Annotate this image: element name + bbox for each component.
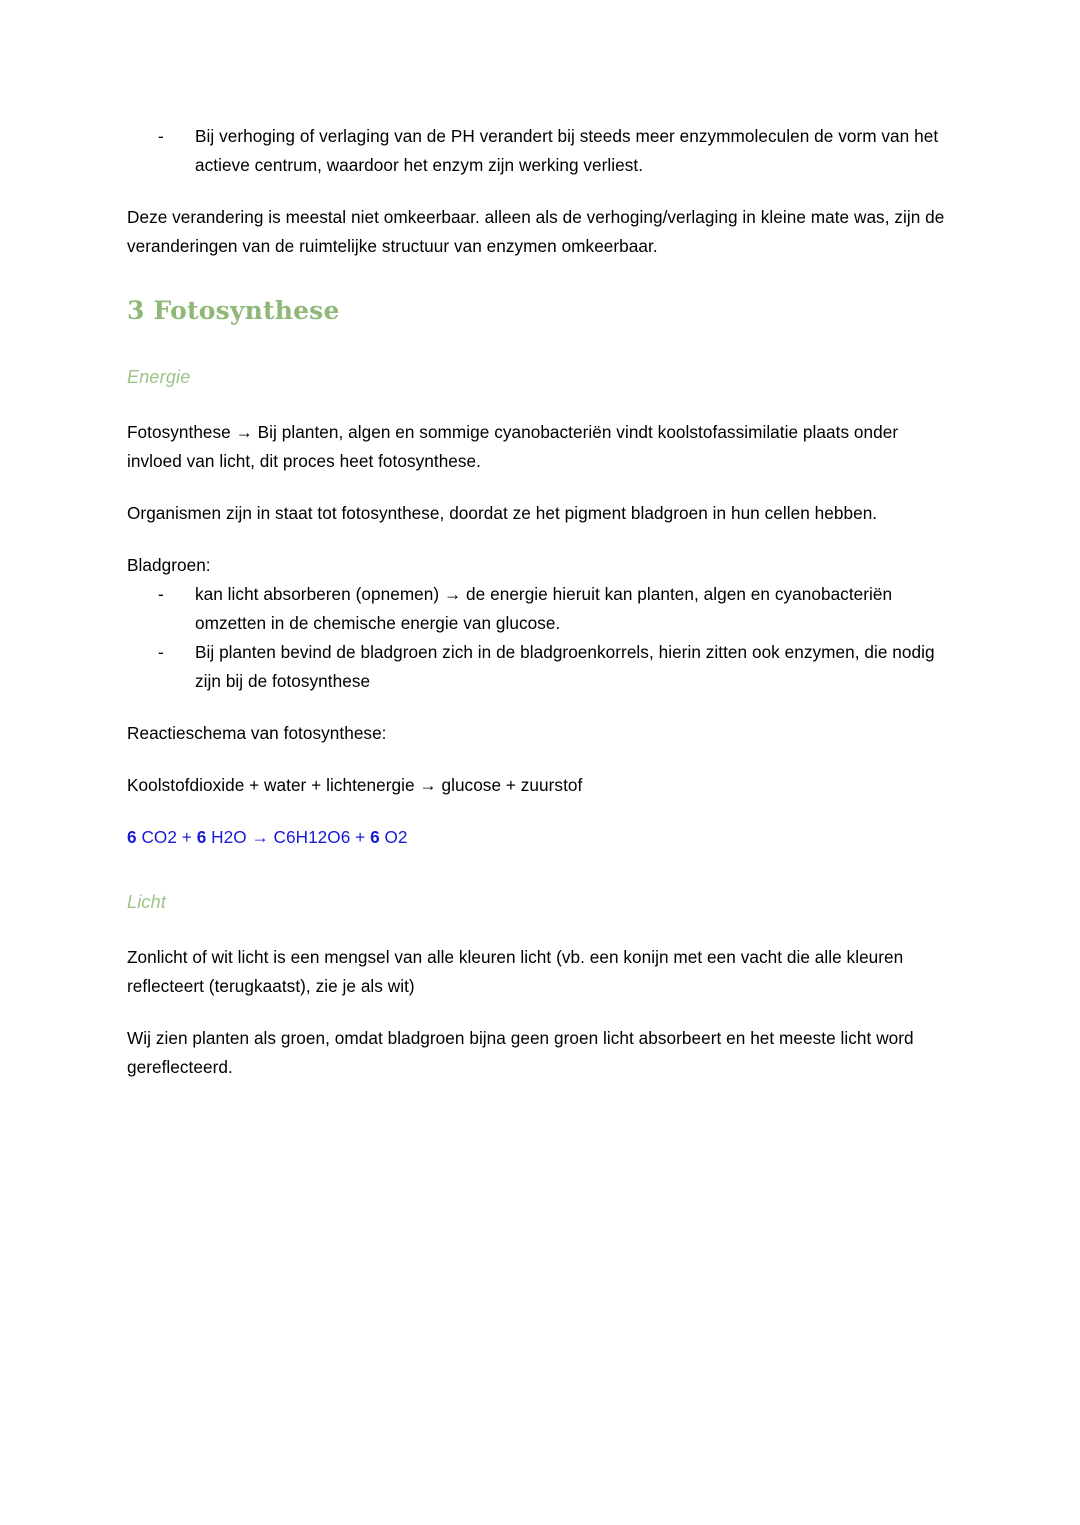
bladgroen-label: Bladgroen: xyxy=(127,555,211,575)
list-item-text: kan licht absorberen (opnemen) → de energie hieruit kan planten, algen en cyanobacteriën omzetten in de chemische energie van glucose. xyxy=(195,584,893,633)
formula-arrow-icon: → xyxy=(251,827,269,847)
formula-term-h2o: H2O xyxy=(211,827,247,847)
sub-heading-wrapper-energie xyxy=(127,364,957,390)
section-heading-fotosynthese: 3 Fotosynthese xyxy=(127,296,340,325)
reaction-words: Koolstofdioxide + water + lichtenergie → glucose + zuurstof xyxy=(127,775,583,795)
formula-plus-2: + xyxy=(355,827,366,847)
bladgroen-bullet-list xyxy=(127,580,957,696)
energie-paragraph-1: Fotosynthese → Bij planten, algen en sommige cyanobacteriën vindt koolstofassimilatie plaats onder invloed van licht, dit proces heet fotosynthese. xyxy=(127,422,899,471)
chemical-formula-line xyxy=(127,823,957,852)
intro-paragraph: Deze verandering is meestal niet omkeerbaar. alleen als de verhoging/verlaging in kleine mate was, zijn de veranderingen van de ruimtelijke structuur van enzymen omkeerbaar. xyxy=(127,207,945,256)
sub-heading-energie: Energie xyxy=(127,367,191,387)
formula-plus-1: + xyxy=(181,827,192,847)
formula-coefficient-o2: 6 xyxy=(370,827,380,847)
licht-paragraph-1: Zonlicht of wit licht is een mengsel van alle kleuren licht (vb. een konijn met een vacht die alle kleuren reflecteert (terugkaatst), zie je als wit) xyxy=(127,947,904,996)
formula-coefficient-co2: 6 xyxy=(127,827,137,847)
intro-bullet-list xyxy=(127,122,957,180)
list-item xyxy=(127,580,957,638)
list-item xyxy=(127,638,957,696)
licht-paragraph-2: Wij zien planten als groen, omdat bladgroen bijna geen groen licht absorbeert en het meeste licht word gereflecteerd. xyxy=(127,1028,914,1077)
document-content-column xyxy=(127,122,957,1082)
energie-paragraph-2: Organismen zijn in staat tot fotosynthese, doordat ze het pigment bladgroen in hun cellen hebben. xyxy=(127,503,878,523)
formula-coefficient-h2o: 6 xyxy=(196,827,207,847)
formula-term-glucose: C6H12O6 xyxy=(273,827,351,847)
list-item-text: Bij planten bevind de bladgroen zich in de bladgroenkorrels, hierin zitten ook enzymen, die nodig zijn bij de fotosynthese xyxy=(195,642,935,691)
sub-heading-wrapper-licht xyxy=(127,889,957,915)
list-item xyxy=(127,122,957,180)
dash-bullet-marker: - xyxy=(158,584,164,604)
formula-term-o2: O2 xyxy=(384,827,408,847)
dash-bullet-marker: - xyxy=(158,642,164,662)
dash-bullet-marker: - xyxy=(158,126,164,146)
formula-term-co2: CO2 xyxy=(141,827,177,847)
sub-heading-licht: Licht xyxy=(127,892,167,912)
reactieschema-label: Reactieschema van fotosynthese: xyxy=(127,723,387,743)
list-item-text: Bij verhoging of verlaging van de PH verandert bij steeds meer enzymmoleculen de vorm van het actieve centrum, waardoor het enzym zijn werking verliest. xyxy=(195,126,939,175)
section-heading-wrapper xyxy=(127,295,957,327)
